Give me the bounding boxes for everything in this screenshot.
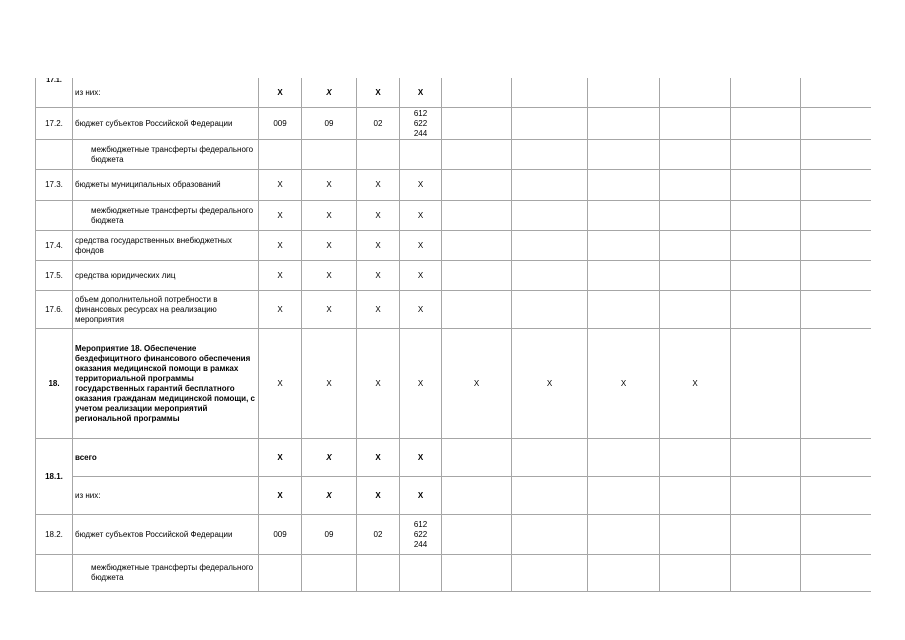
value-cell	[588, 108, 660, 140]
code-cell: 009	[259, 515, 302, 555]
code-cell: X	[357, 201, 400, 231]
code-cell: X	[400, 329, 442, 439]
code-cell: X	[357, 231, 400, 261]
code-cell: X	[400, 231, 442, 261]
code-cell: X	[302, 291, 357, 329]
code-cell: X	[400, 201, 442, 231]
value-cell	[801, 78, 872, 108]
value-cell	[731, 291, 801, 329]
code-cell: X	[357, 329, 400, 439]
code-cell: X	[400, 291, 442, 329]
value-cell	[512, 261, 588, 291]
code-cell: X	[259, 231, 302, 261]
value-cell: X	[660, 329, 731, 439]
value-cell	[731, 477, 801, 515]
value-cell	[588, 170, 660, 201]
value-cell	[512, 555, 588, 592]
table-row	[36, 515, 872, 555]
value-cell	[660, 170, 731, 201]
value-cell	[731, 231, 801, 261]
code-cell	[302, 140, 357, 170]
value-cell: X	[512, 329, 588, 439]
code-cell: X	[259, 439, 302, 477]
value-cell	[442, 515, 512, 555]
value-cell	[801, 291, 872, 329]
table-row	[36, 170, 872, 201]
row-number: 18.	[36, 329, 73, 439]
value-cell	[512, 108, 588, 140]
code-cell: X	[259, 291, 302, 329]
value-cell	[660, 555, 731, 592]
value-cell	[660, 78, 731, 108]
value-cell	[512, 291, 588, 329]
value-cell	[660, 140, 731, 170]
value-cell	[588, 231, 660, 261]
table-row	[36, 329, 872, 439]
value-cell	[731, 439, 801, 477]
code-cell: X	[302, 261, 357, 291]
value-cell	[731, 329, 801, 439]
row-name: Мероприятие 18. Обеспечение бездефицитного финансового обеспечения оказания медицинской помощи в рамках территориальной программы государственных гарантий бесплатного оказания гражданам медицинской помощи, с учетом реализации мероприятий региональной программы	[73, 329, 259, 439]
code-cell: 02	[357, 108, 400, 140]
row-name: межбюджетные трансферты федерального бюджета	[73, 555, 259, 592]
row-number: 17.1.	[36, 78, 73, 108]
row-name: средства юридических лиц	[73, 261, 259, 291]
value-cell	[801, 477, 872, 515]
table-row	[36, 477, 872, 515]
value-cell	[731, 140, 801, 170]
code-cell	[357, 555, 400, 592]
row-number	[36, 140, 73, 170]
row-name: объем дополнительной потребности в финансовых ресурсах на реализацию мероприятия	[73, 291, 259, 329]
value-cell	[801, 231, 872, 261]
code-cell	[357, 140, 400, 170]
value-cell	[660, 108, 731, 140]
code-cell: X	[357, 291, 400, 329]
value-cell	[801, 515, 872, 555]
value-cell	[660, 261, 731, 291]
value-cell	[442, 477, 512, 515]
code-cell	[400, 140, 442, 170]
value-cell: X	[442, 329, 512, 439]
value-cell	[588, 291, 660, 329]
code-cell	[259, 140, 302, 170]
value-cell	[442, 439, 512, 477]
value-cell	[512, 515, 588, 555]
row-name: межбюджетные трансферты федерального бюджета	[73, 140, 259, 170]
code-cell: X	[357, 261, 400, 291]
value-cell	[588, 261, 660, 291]
value-cell: X	[588, 329, 660, 439]
table-row	[36, 78, 872, 108]
code-cell: X	[357, 170, 400, 201]
value-cell	[731, 108, 801, 140]
row-number: 17.4.	[36, 231, 73, 261]
code-cell: 612 622 244	[400, 515, 442, 555]
value-cell	[731, 78, 801, 108]
table-row	[36, 140, 872, 170]
code-cell: X	[400, 261, 442, 291]
value-cell	[588, 515, 660, 555]
code-cell: X	[400, 439, 442, 477]
value-cell	[512, 477, 588, 515]
code-cell: X	[302, 329, 357, 439]
budget-table	[35, 78, 871, 592]
code-cell: X	[400, 477, 442, 515]
value-cell	[801, 261, 872, 291]
row-name: межбюджетные трансферты федерального бюджета	[73, 201, 259, 231]
value-cell	[588, 201, 660, 231]
code-cell: X	[302, 78, 357, 108]
value-cell	[731, 515, 801, 555]
value-cell	[731, 170, 801, 201]
code-cell: X	[259, 329, 302, 439]
code-cell: X	[259, 78, 302, 108]
value-cell	[801, 201, 872, 231]
code-cell: X	[357, 477, 400, 515]
row-name: бюджет субъектов Российской Федерации	[73, 108, 259, 140]
value-cell	[442, 231, 512, 261]
code-cell	[259, 555, 302, 592]
value-cell	[660, 515, 731, 555]
row-number: 17.5.	[36, 261, 73, 291]
value-cell	[442, 291, 512, 329]
code-cell: X	[302, 201, 357, 231]
code-cell: X	[302, 231, 357, 261]
value-cell	[660, 291, 731, 329]
row-name: бюджеты муниципальных образований	[73, 170, 259, 201]
table-row	[36, 555, 872, 592]
value-cell	[801, 170, 872, 201]
value-cell	[512, 170, 588, 201]
code-cell	[400, 555, 442, 592]
table-row	[36, 108, 872, 140]
row-number	[36, 201, 73, 231]
code-cell: 09	[302, 108, 357, 140]
value-cell	[512, 231, 588, 261]
table-row	[36, 291, 872, 329]
row-name: из них:	[73, 78, 259, 108]
code-cell: X	[302, 477, 357, 515]
value-cell	[731, 201, 801, 231]
row-name: средства государственных внебюджетных фондов	[73, 231, 259, 261]
value-cell	[442, 201, 512, 231]
code-cell: 09	[302, 515, 357, 555]
table-row	[36, 201, 872, 231]
code-cell: X	[259, 477, 302, 515]
value-cell	[442, 140, 512, 170]
table-row	[36, 439, 872, 477]
row-name: бюджет субъектов Российской Федерации	[73, 515, 259, 555]
value-cell	[660, 201, 731, 231]
row-number: 17.3.	[36, 170, 73, 201]
value-cell	[512, 78, 588, 108]
value-cell	[660, 231, 731, 261]
value-cell	[660, 477, 731, 515]
value-cell	[442, 78, 512, 108]
table-row	[36, 231, 872, 261]
code-cell: X	[357, 78, 400, 108]
value-cell	[588, 140, 660, 170]
value-cell	[588, 78, 660, 108]
value-cell	[442, 170, 512, 201]
code-cell: 009	[259, 108, 302, 140]
code-cell	[302, 555, 357, 592]
row-number: 17.6.	[36, 291, 73, 329]
table-row	[36, 261, 872, 291]
code-cell: 02	[357, 515, 400, 555]
value-cell	[731, 555, 801, 592]
budget-table-wrapper	[35, 78, 871, 592]
value-cell	[588, 477, 660, 515]
value-cell	[512, 201, 588, 231]
value-cell	[801, 140, 872, 170]
row-number: 18.1.	[36, 439, 73, 515]
code-cell: X	[259, 261, 302, 291]
row-number: 17.2.	[36, 108, 73, 140]
value-cell	[660, 439, 731, 477]
code-cell: X	[259, 201, 302, 231]
value-cell	[801, 439, 872, 477]
value-cell	[588, 555, 660, 592]
value-cell	[588, 439, 660, 477]
value-cell	[442, 555, 512, 592]
value-cell	[801, 555, 872, 592]
row-name: всего	[73, 439, 259, 477]
code-cell: 612 622 244	[400, 108, 442, 140]
row-number	[36, 555, 73, 592]
code-cell: X	[357, 439, 400, 477]
code-cell: X	[259, 170, 302, 201]
value-cell	[512, 439, 588, 477]
value-cell	[801, 329, 872, 439]
row-name: из них:	[73, 477, 259, 515]
row-number: 18.2.	[36, 515, 73, 555]
code-cell: X	[400, 170, 442, 201]
value-cell	[801, 108, 872, 140]
code-cell: X	[302, 439, 357, 477]
value-cell	[442, 261, 512, 291]
code-cell: X	[302, 170, 357, 201]
code-cell: X	[400, 78, 442, 108]
value-cell	[512, 140, 588, 170]
value-cell	[442, 108, 512, 140]
value-cell	[731, 261, 801, 291]
